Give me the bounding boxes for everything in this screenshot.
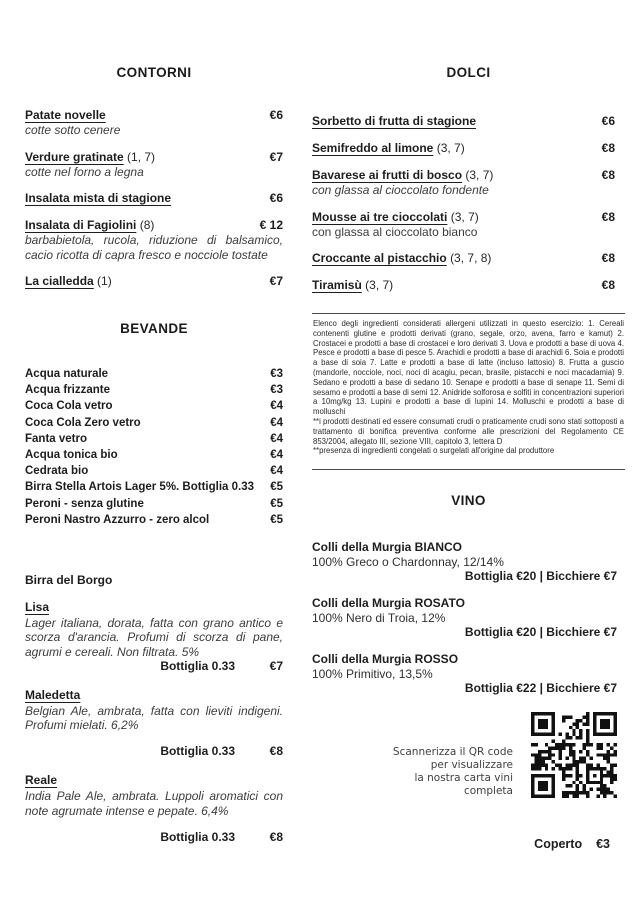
drink-price: €4 xyxy=(270,432,283,445)
item-allergen-numbers: (3, 7) xyxy=(365,278,394,292)
contorni-list xyxy=(25,108,283,301)
beer-price-row xyxy=(25,659,283,674)
birra-del-borgo-section xyxy=(25,573,283,857)
drink-name: Birra Stella Artois Lager 5%. Bottiglia 0.33 xyxy=(25,481,255,494)
beer-price-row xyxy=(25,744,283,759)
dolci-heading: DOLCI xyxy=(446,65,491,80)
item-allergen-numbers: (3, 7) xyxy=(450,209,479,224)
item-title xyxy=(312,251,497,266)
bevande-row xyxy=(25,415,283,431)
menu-item xyxy=(25,108,283,138)
menu-item xyxy=(312,251,615,266)
left-column xyxy=(25,0,283,905)
item-name: Bavarese ai frutti di bosco xyxy=(312,168,463,182)
beer-name: Lisa xyxy=(25,600,50,614)
beer-name: Maledetta xyxy=(25,687,81,702)
drink-price: €3 xyxy=(270,384,283,397)
item-name: Insalata mista di stagione xyxy=(25,191,172,205)
item-description: cotte nel forno a legna xyxy=(25,164,144,179)
drink-price: €5 xyxy=(270,497,283,510)
item-note: con glassa al cioccolato bianco xyxy=(312,224,478,239)
drink-name: Coca Cola vetro xyxy=(25,400,113,413)
wine-item xyxy=(312,540,625,584)
item-allergen-numbers: (3, 7) xyxy=(436,141,465,155)
dolci-list xyxy=(312,114,625,305)
drink-price: €3 xyxy=(270,368,283,380)
wine-name: Colli della Murgia BIANCO xyxy=(312,540,463,554)
item-price: €6 xyxy=(601,114,615,128)
item-title xyxy=(25,108,112,123)
wine-list xyxy=(312,540,625,696)
menu-item xyxy=(25,218,283,262)
wine-name: Colli della Murgia ROSSO xyxy=(312,652,459,666)
bottle-size-label: Bottiglia 0.33 xyxy=(160,658,235,673)
item-row xyxy=(25,218,283,233)
bevande-row xyxy=(25,496,283,512)
menu-item xyxy=(25,191,283,206)
item-price: €6 xyxy=(269,191,283,205)
item-name: Patate novelle xyxy=(25,108,106,122)
wine-grapes: 100% Nero di Troia, 12% xyxy=(312,611,446,625)
beer-item xyxy=(25,598,283,674)
qr-code-icon xyxy=(531,712,617,798)
item-allergen-numbers: (3, 7) xyxy=(465,168,494,182)
bevande-list xyxy=(25,366,283,528)
drink-name: Acqua tonica bio xyxy=(25,449,118,462)
drink-price: €4 xyxy=(270,449,283,462)
menu-item xyxy=(312,114,615,129)
menu-item xyxy=(312,141,615,156)
bevande-row xyxy=(25,382,283,398)
item-row xyxy=(312,251,615,266)
item-row xyxy=(312,168,615,183)
bevande-row xyxy=(25,512,283,528)
beer-price: €7 xyxy=(269,658,283,673)
drink-price: €5 xyxy=(270,513,283,526)
wine-item xyxy=(312,596,625,640)
item-title xyxy=(312,210,485,225)
coperto-row xyxy=(534,837,610,852)
item-description: barbabietola, rucola, riduzione di balsamico, cacio ricotta di capra fresco e nocciole tostate xyxy=(25,233,283,262)
wine-grapes: 100% Greco o Chardonnay, 12/14% xyxy=(312,555,504,569)
drink-name: Fanta vetro xyxy=(25,432,87,445)
item-row xyxy=(312,278,615,293)
item-row xyxy=(312,114,615,129)
item-title xyxy=(25,218,160,233)
item-name: Verdure gratinate xyxy=(25,149,124,164)
item-allergen-numbers: (1, 7) xyxy=(127,149,156,164)
vino-section xyxy=(312,494,625,708)
qr-section xyxy=(312,712,625,798)
bevande-row xyxy=(25,431,283,447)
item-price: € 12 xyxy=(259,218,283,232)
drink-price: €5 xyxy=(270,481,283,494)
wine-grapes: 100% Primitivo, 13,5% xyxy=(312,667,433,681)
menu-item xyxy=(312,210,615,240)
drink-name: Acqua naturale xyxy=(25,368,109,380)
wine-item xyxy=(312,652,625,696)
beer-name: Reale xyxy=(25,773,58,788)
qr-caption-line: completa xyxy=(463,785,513,797)
item-description: con glassa al cioccolato fondente xyxy=(312,183,489,197)
item-title xyxy=(312,114,482,129)
item-name: Mousse ai tre cioccolati xyxy=(312,209,448,224)
item-title xyxy=(25,274,118,289)
vino-heading: VINO xyxy=(451,493,486,508)
item-name: Croccante al pistacchio xyxy=(312,251,447,265)
wine-name: Colli della Murgia ROSATO xyxy=(312,596,465,610)
bevande-heading: BEVANDE xyxy=(120,321,188,336)
item-row xyxy=(25,191,283,206)
contorni-heading: CONTORNI xyxy=(116,65,192,80)
beer-list xyxy=(25,598,283,845)
menu-item xyxy=(312,168,615,198)
wine-prices: Bottiglia €22 | Bicchiere €7 xyxy=(464,681,617,695)
bevande-row xyxy=(25,463,283,479)
beer-description: Lager italiana, dorata, fatta con grano antico e scorza d'arancia. Profumi di scorza di pane, agrumi e cereali. Non filtrata. 5% xyxy=(25,616,283,659)
qr-caption-line: per visualizzare xyxy=(430,759,513,771)
bottle-size-label: Bottiglia 0.33 xyxy=(160,830,235,845)
beer-description: India Pale Ale, ambrata. Luppoli aromatici con note agrumate intense e pepate. 6,4% xyxy=(25,789,283,818)
bevande-row xyxy=(25,479,283,495)
drink-name: Peroni Nastro Azzurro - zero alcol xyxy=(25,513,210,526)
beer-description: Belgian Ale, ambrata, fatta con lieviti indigeni. Profumi mielati. 6,2% xyxy=(25,703,283,733)
coperto-label: Coperto xyxy=(534,837,583,851)
drink-price: €4 xyxy=(270,400,283,413)
item-row xyxy=(25,274,283,289)
item-price: €6 xyxy=(269,108,283,122)
item-price: €8 xyxy=(601,141,615,155)
item-allergen-numbers: (1) xyxy=(97,274,112,288)
item-allergen-numbers: (3, 7, 8) xyxy=(450,251,492,265)
item-row xyxy=(25,150,283,165)
beer-item xyxy=(25,686,283,760)
drink-name: Coca Cola Zero vetro xyxy=(25,416,141,429)
beer-price: €8 xyxy=(269,830,283,845)
allergen-list-text: Elenco degli ingredienti considerati allergeni utilizzati in questo esercizio: 1. Cereali contenenti glutine e prodotti derivati (grano, segale, orzo, avena, farro e kamut) 2. Crostacei e prodotti a base di crostacei e loro derivati 3. Uova e prodotti a base di uova 4. Pesce e prodotti a base di pesce 5. Arachidi e prodotti a base di arachidi 6. Soia e prodotti a base di soia 7. Latte e prodotti a base di latte (incluso lattosio) 8. Frutta a guscio (mandorle, nocciole, noci, noci di acagiu, pecan, brasile, pistacchi e noci macadamia) 9. Sedano e prodotti a base di sedano 10. Senape e prodotti a base di senape 11. Semi di sesamo e prodotti a base di semi 12. Anidride solforosa e solfiti in concentrazioni superiori a 10mg/kg 13. Lupini e prodotti a base di lupini 14. Molluschi e prodotti a base di molluschi xyxy=(313,319,624,417)
item-title xyxy=(312,278,399,293)
right-column xyxy=(312,0,625,905)
bevande-row xyxy=(25,366,283,382)
wine-prices: Bottiglia €20 | Bicchiere €7 xyxy=(464,625,617,639)
item-price: €8 xyxy=(601,251,615,265)
allergen-note-frozen: **presenza di ingredienti congelati o surgelati all'origine dal produttore xyxy=(313,446,555,456)
bevande-section xyxy=(25,322,283,528)
menu-item xyxy=(25,150,283,180)
qr-caption-line: la nostra carta vini xyxy=(414,772,513,784)
drink-price: €4 xyxy=(270,416,283,429)
wine-prices: Bottiglia €20 | Bicchiere €7 xyxy=(464,569,617,583)
item-allergen-numbers: (8) xyxy=(139,218,155,232)
birra-del-borgo-heading: Birra del Borgo xyxy=(25,573,113,587)
beer-price-row xyxy=(25,830,283,845)
item-title xyxy=(25,191,177,206)
item-name: Tiramisù xyxy=(312,278,362,292)
coperto-price: €3 xyxy=(596,837,610,851)
beer-item xyxy=(25,771,283,845)
item-description: cotte sotto cenere xyxy=(25,123,121,137)
beer-price: €8 xyxy=(269,744,283,759)
drink-name: Cedrata bio xyxy=(25,465,89,478)
item-price: €8 xyxy=(601,209,615,224)
drink-price: €4 xyxy=(270,465,283,478)
item-price: €7 xyxy=(269,149,283,164)
item-title xyxy=(312,168,499,183)
allergen-note-raw-products: **i prodotti destinati ed essere consumati crudi o praticamente crudi sono stati sottoposti a trattamento di bonifica preventiva conforme alle prescrizioni del Regolamento CE 853/2004, allegato III, sezione VIII, capitolo 3, lettera D xyxy=(313,416,624,446)
qr-caption xyxy=(393,746,513,798)
item-name: Semifreddo al limone xyxy=(312,141,434,155)
bevande-row xyxy=(25,398,283,414)
item-title xyxy=(312,141,471,156)
item-price: €8 xyxy=(601,278,615,292)
item-price: €7 xyxy=(269,274,283,288)
item-price: €8 xyxy=(601,168,615,182)
allergen-info-box xyxy=(312,313,625,470)
item-row xyxy=(312,210,615,225)
qr-caption-line: Scannerizza il QR code xyxy=(392,746,513,758)
item-name: La cialledda xyxy=(25,274,94,288)
item-title xyxy=(25,150,161,165)
drink-name: Peroni - senza glutine xyxy=(25,497,144,510)
item-name: Sorbetto di frutta di stagione xyxy=(312,114,476,128)
bottle-size-label: Bottiglia 0.33 xyxy=(160,744,235,759)
bevande-row xyxy=(25,447,283,463)
item-row xyxy=(25,108,283,123)
drink-name: Acqua frizzante xyxy=(25,384,110,397)
item-name: Insalata di Fagiolini xyxy=(25,218,137,232)
menu-item xyxy=(25,274,283,289)
menu-item xyxy=(312,278,615,293)
item-row xyxy=(312,141,615,156)
